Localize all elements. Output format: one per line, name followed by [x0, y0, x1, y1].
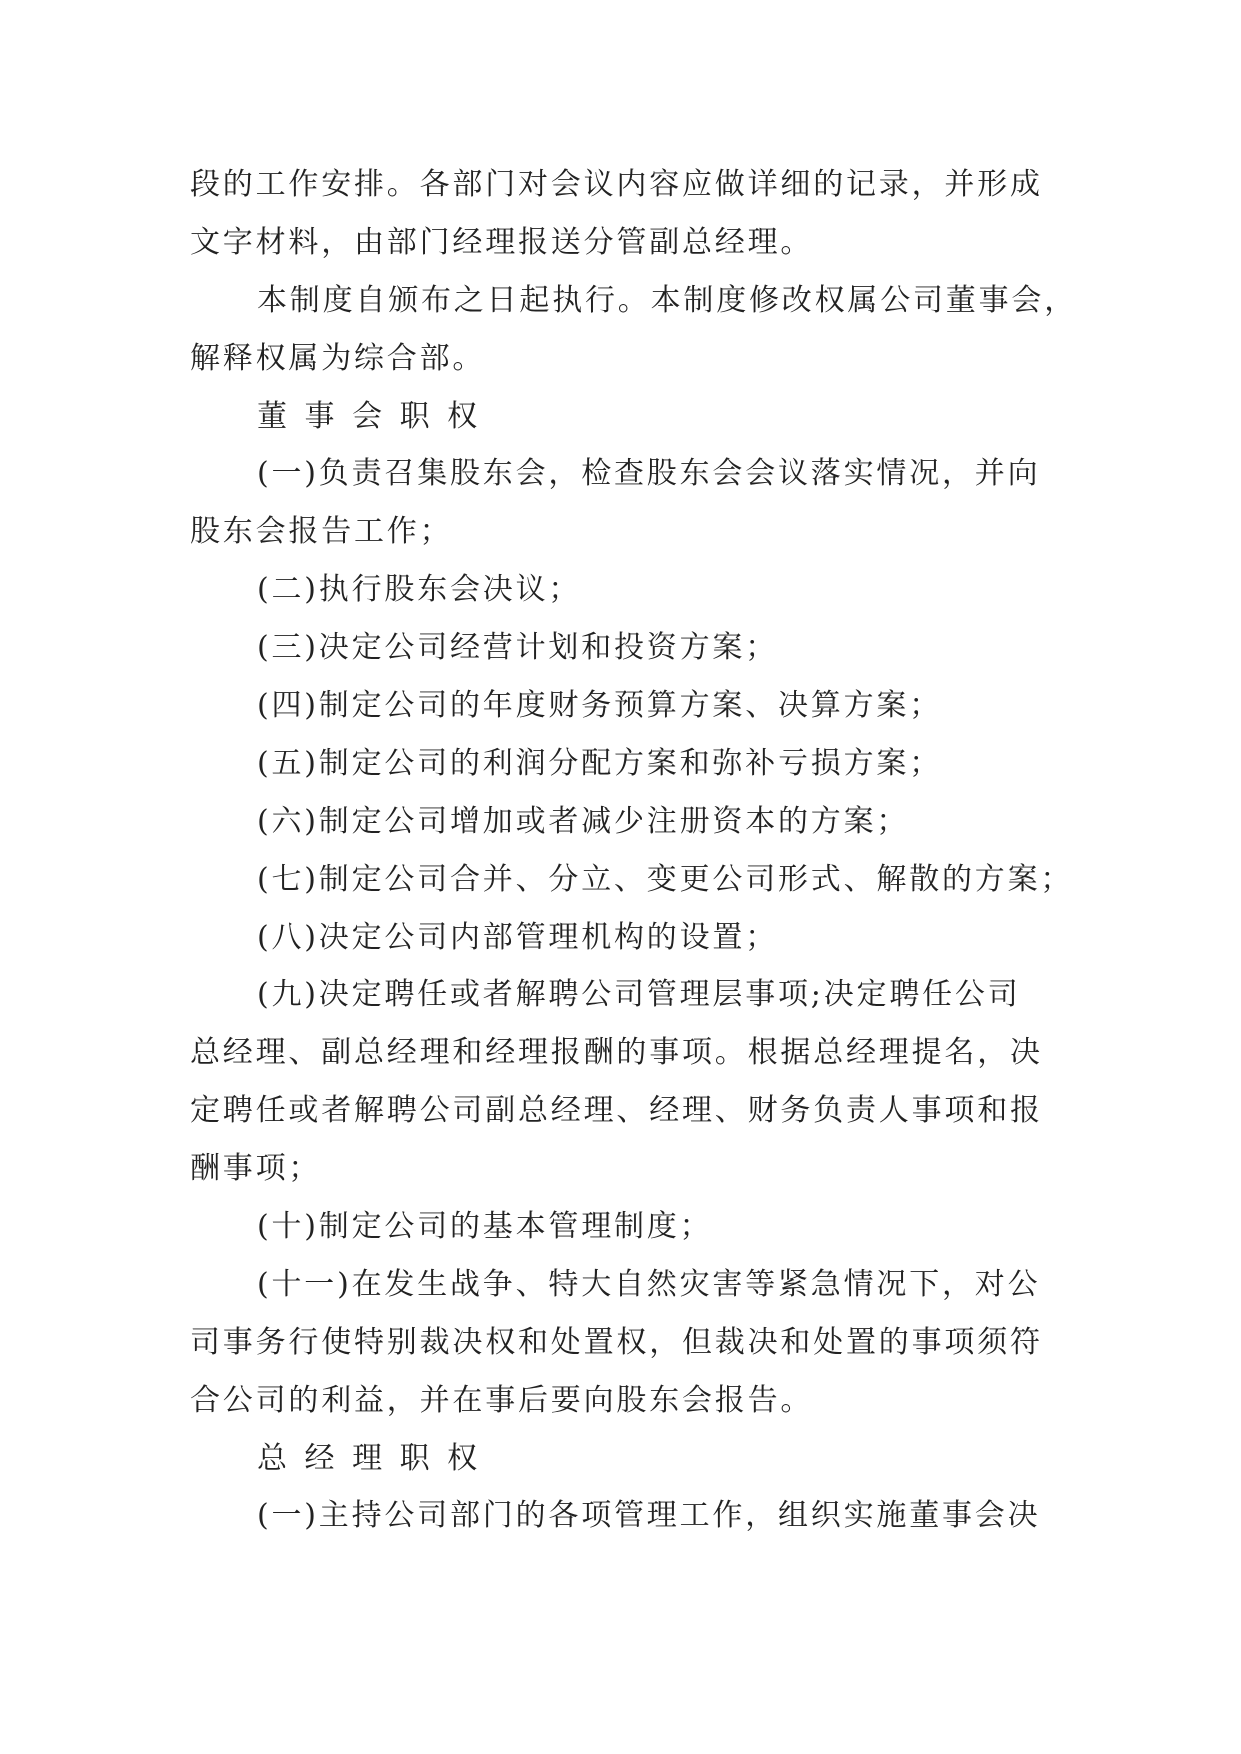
- document-body: [190, 156, 1110, 1545]
- paragraph-line: 股东会报告工作；: [190, 514, 453, 550]
- paragraph-line: 解释权属为综合部。: [190, 340, 486, 376]
- paragraph-line: 总经理、副总经理和经理报酬的事项。根据总经理提名，决: [190, 1035, 1043, 1071]
- section-heading-board-powers: 董 事 会 职 权: [257, 398, 482, 434]
- list-item: (七)制定公司合并、分立、变更公司形式、解散的方案；: [257, 861, 1074, 897]
- list-item: (一)负责召集股东会，检查股东会会议落实情况，并向: [257, 456, 1041, 492]
- list-item: (八)决定公司内部管理机构的设置；: [257, 919, 779, 955]
- list-item: (四)制定公司的年度财务预算方案、决算方案；: [257, 688, 943, 724]
- paragraph-line: 酬事项；: [190, 1151, 322, 1187]
- paragraph-line: 文字材料，由部门经理报送分管副总经理。: [190, 224, 814, 260]
- section-heading-gm-powers: 总 经 理 职 权: [257, 1440, 482, 1476]
- list-item: (十一)在发生战争、特大自然灾害等紧急情况下，对公: [257, 1266, 1041, 1302]
- list-item: (五)制定公司的利润分配方案和弥补亏损方案；: [257, 745, 943, 781]
- paragraph-line: 段的工作安排。各部门对会议内容应做详细的记录，并形成: [190, 167, 1043, 202]
- paragraph-line: 定聘任或者解聘公司副总经理、经理、财务负责人事项和报: [190, 1093, 1043, 1129]
- paragraph-line: 司事务行使特别裁决权和处置权，但裁决和处置的事项须符: [190, 1324, 1043, 1360]
- list-item: (一)主持公司部门的各项管理工作，组织实施董事会决: [257, 1498, 1041, 1534]
- paragraph-line: 合公司的利益，并在事后要向股东会报告。: [190, 1382, 814, 1418]
- list-item: (二)执行股东会决议；: [257, 572, 582, 608]
- list-item: (十)制定公司的基本管理制度；: [257, 1209, 713, 1245]
- paragraph-line: 本制度自颁布之日起执行。本制度修改权属公司董事会，: [257, 282, 1077, 318]
- list-item: (六)制定公司增加或者减少注册资本的方案；: [257, 803, 910, 839]
- list-item: (三)决定公司经营计划和投资方案；: [257, 630, 779, 666]
- list-item: (九)决定聘任或者解聘公司管理层事项;决定聘任公司: [257, 977, 1021, 1013]
